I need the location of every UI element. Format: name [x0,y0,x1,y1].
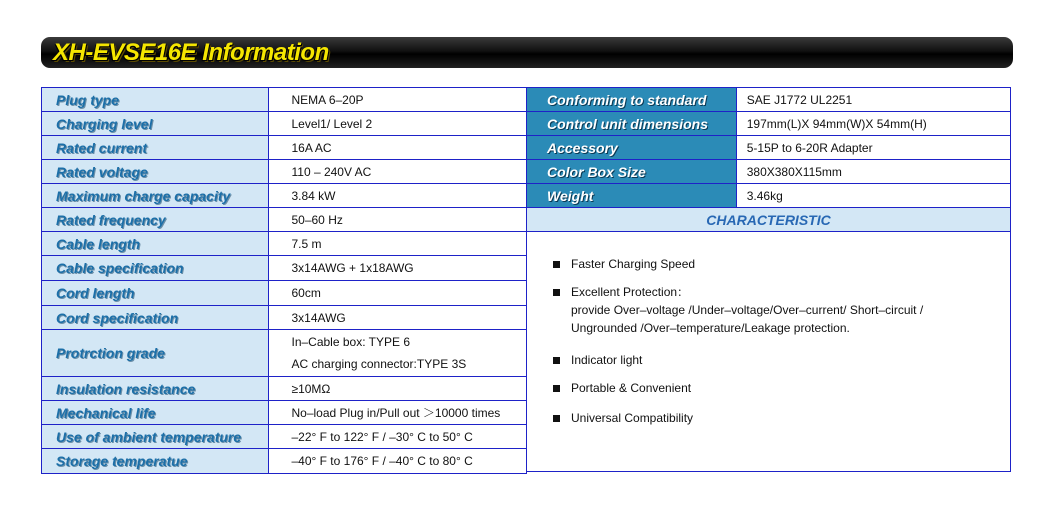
spec-label: Mechanical life [42,401,269,425]
spec-label: Protrction grade [42,330,269,377]
table-row [42,136,527,160]
spec-value: 3.46kg [736,184,1010,208]
spec-value: 7.5 m [269,232,527,256]
table-row [42,112,527,136]
characteristic-item [553,379,1010,397]
table-row [42,208,527,232]
spec-label: Conforming to standard [527,88,737,112]
characteristic-heading: CHARACTERISTIC [527,208,1011,232]
table-row [527,208,1011,232]
spec-label: Rated frequency [42,208,269,232]
spec-value: –22° F to 122° F / –30° C to 50° C [269,425,527,449]
table-row [527,112,1011,136]
spec-value: 5-15P to 6-20R Adapter [736,136,1010,160]
spec-value-line: In–Cable box: TYPE 6 [291,335,411,349]
spec-label: Rated current [42,136,269,160]
page-title: XH-EVSE16E Information [53,39,329,66]
spec-label: Weight [527,184,737,208]
table-row [527,184,1011,208]
spec-value: –40° F to 176° F / –40° C to 80° C [269,449,527,474]
spec-label: Cord length [42,281,269,306]
characteristic-item [553,255,1010,273]
bullet-icon [553,289,560,296]
table-row [527,136,1011,160]
spec-value: 380X380X115mm [736,160,1010,184]
spec-value: No–load Plug in/Pull out ＞10000 times [269,401,527,425]
bullet-icon [553,261,560,268]
spec-value: Level1/ Level 2 [269,112,527,136]
spec-label: Insulation resistance [42,377,269,401]
characteristic-line: Indicator light [571,353,643,367]
table-row [42,256,527,281]
characteristic-line: provide Over–voltage /Under–voltage/Over–current/ Short–circuit / [571,303,924,317]
spec-value: 197mm(L)X 94mm(W)X 54mm(H) [736,112,1010,136]
characteristic-line: Faster Charging Speed [571,257,696,271]
spec-value: SAE J1772 UL2251 [736,88,1010,112]
bullet-icon [553,415,560,422]
spec-value: 50–60 Hz [269,208,527,232]
table-row [42,330,527,377]
spec-label: Color Box Size [527,160,737,184]
characteristic-line: Universal Compatibility [571,411,694,425]
characteristic-item [553,409,1010,427]
spec-label: Plug type [42,88,269,112]
table-row [42,377,527,401]
table-row [527,232,1011,472]
spec-value: 16A AC [269,136,527,160]
table-row [42,401,527,425]
table-row [42,184,527,208]
characteristic-line: Excellent Protection： [571,285,690,299]
spec-value: 3x14AWG [269,306,527,330]
spec-value: ≥10MΩ [269,377,527,401]
spec-value [269,330,527,377]
spec-label: Cord specification [42,306,269,330]
spec-value: 110 – 240V AC [269,160,527,184]
spec-value: 3.84 kW [269,184,527,208]
bullet-icon [553,357,560,364]
spec-label: Cable specification [42,256,269,281]
table-row [42,425,527,449]
table-row [527,88,1011,112]
spec-value-line: AC charging connector:TYPE 3S [291,357,467,371]
characteristic-line: Portable & Convenient [571,381,692,395]
spec-label: Control unit dimensions [527,112,737,136]
table-row [42,88,527,112]
spec-value: 3x14AWG + 1x18AWG [269,256,527,281]
table-row [42,281,527,306]
bullet-icon [553,385,560,392]
spec-value: NEMA 6–20P [269,88,527,112]
characteristic-line: Ungrounded /Over–temperature/Leakage protection. [571,321,850,335]
table-row [42,306,527,330]
characteristic-list [527,232,1011,472]
characteristic-item [553,283,1010,337]
spec-value: 60cm [269,281,527,306]
title-bar [41,37,1013,68]
table-row [42,232,527,256]
spec-label: Storage temperatue [42,449,269,474]
table-row [42,449,527,474]
right-spec-table [526,87,1011,472]
table-row [527,160,1011,184]
spec-label: Charging level [42,112,269,136]
spec-table [41,87,527,474]
spec-label: Use of ambient temperature [42,425,269,449]
table-row [42,160,527,184]
spec-label: Cable length [42,232,269,256]
spec-label: Accessory [527,136,737,160]
characteristic-item [553,351,1010,369]
spec-label: Rated voltage [42,160,269,184]
spec-label: Maximum charge capacity [42,184,269,208]
